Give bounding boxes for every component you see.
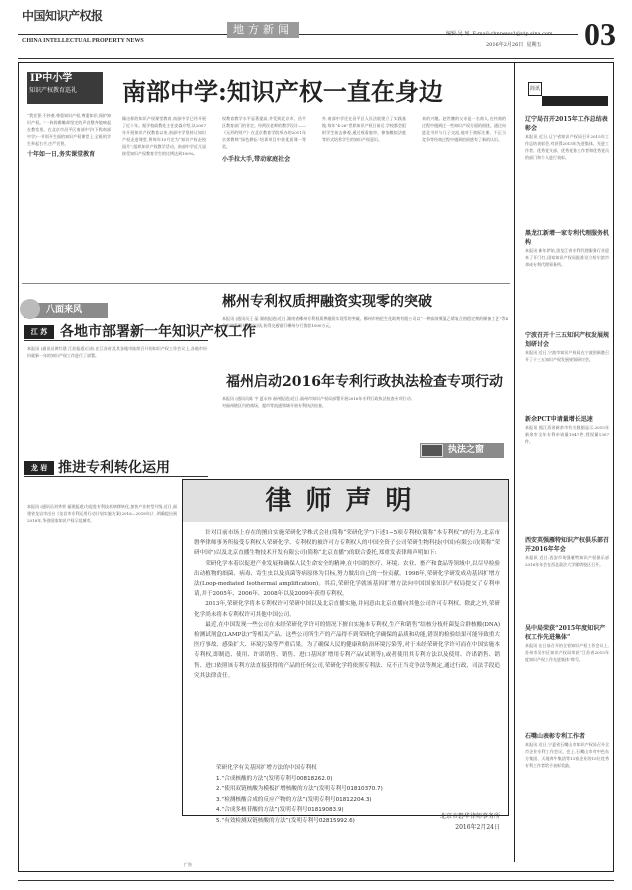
notice-paragraph: 针对目前市场上存在的擅自实施荣研化学株式会社(简称“荣研化学”)下述1−5项专利权(简称“本专利权”)的行为,北京市磐华律师事务所接受专利权人荣研化学、专利权的被许可方专利权人的中国全资子公司荣研生物科技(中国)有限公司(简称“荣研中国”)以及北京直播生物技术开发有限公司(简称“北京直播”)的联合委托,郑重发表律师声明如下: [194,530,500,557]
region-tag-jiangsu: 江 苏 [24,325,54,339]
feature-col-3 [222,115,306,280]
lede-text: “我宣誓:不抄袭,尊重知识产权,尊重知识,保护知识产权。”一阵阵稚嫩却坚定的声音整齐地响起在教室里。在北京市昌平区南部中学(下称南部中学)一节别开生面的知识产权课堂上,全班的学生举起右手,庄严宣誓。 [27,113,111,146]
jiangsu-headline: 各地市部署新一年知识产权工作 [60,324,256,340]
divider [18,34,228,35]
weekday-text: 星期五 [526,42,542,48]
sidebar-news [525,115,609,831]
divider [24,340,208,341]
feature-col-4: 外,南部中学还在昌平区人民法院建立了实践基地,每年“4·26”世界知识产权日前后,学校都会组织学生前去参观,通过观看庭审、参加模拟法庭等形式培养学生的知识产权意识。 [322,116,406,142]
signature-firm: 北京市磐华律师事务所 [439,813,500,820]
region-tag-longyan: 龙 岩 [24,461,54,475]
masthead-subtitle: CHINA INTELLECTUAL PROPERTY NEWS [22,38,144,44]
patent-item: 3.“检测核酸合成的反应产物的方法”(发明专利号01812204.3) [216,796,372,803]
news-text: 本报讯 近日,辽宁省知识产权局召开2015年工作总结表彰会,对获得2015年先进集体、先进工作者、优秀党支部、优秀党务工作者和优秀党员的部门和个人进行表彰。 [525,134,609,160]
divider [18,58,614,59]
feature-logo [27,72,103,104]
date-text: 2016年2月26日 [486,42,524,48]
jiangsu-article: 本报讯 (通讯员黄红建 江苏报道)日前,在江苏省及其各地市陆续召开的知识产权工作会议上,各地市纷纷就新一年的知识产权工作进行了部署。 [27,346,207,358]
news-text: 本报讯 在日前召开的全省知识产权工作会议上,苏州市吴中区知识产权局荣获“江苏省2015年度知识产权工作先进集体”称号。 [525,643,609,662]
notice-title: 律师声明 [183,480,508,522]
news-title: 西安英强雁特知识产权俱乐部召开2016年年会 [525,537,610,553]
news-text: 本报讯 新年伊始,黑龙江省专利代理服务行业迎来了开门红,国家知识产权局批准设立哈尔滨市邦成专利代理事务所。 [525,248,609,267]
sidebar-label-box [528,82,542,96]
signature-date: 2016年2月24日 [455,824,500,831]
feature-subhead: 十年如一日,务实课堂教育 [27,151,96,158]
editor-name: 编辑:吴 珂 [446,31,470,37]
section-tab: 地方新闻 [227,22,299,38]
notice-body [194,528,500,681]
fuzhou-headline: 福州启动2016年专利行政执法检查专项行动 [226,374,503,390]
feature-lede [27,112,111,268]
section-label-text: 八面来风 [46,305,83,315]
issue-date [486,41,541,48]
patent-item: 4.“合成多核苷酸的方法”(发明专利号01819083.9) [216,807,344,813]
ad-label: 广告 [184,862,192,867]
news-text: 本报讯 近日,宁夏省石嘴山市知识产权局召开全市企业专利工作会议。会上,石嘴山市对中色东方集团、天地奔牛集团等13家企业的15位优秀专利工作者给予表彰奖励。 [525,742,609,768]
editor-email: E-mail:chnnews1@vip.sina.com [472,31,553,37]
notice-paragraph: 2013年,荣研化学将本专利权许可荣研中国以及北京直播实施,并同意由北京直播向其他公司许可专利权。除此之外,荣研化学尚未将本专利权许可其他中国公司。 [194,601,500,618]
feature-col-5: 来的兴趣。赵世鹏的父亲是一名商人,在经商的过程中遇到过一些知识产权方面的困扰。通过向进北书并与儿子交流,他对于商标注册、不正当竞争等经商过程中遇到的困惑有了新的认识。 [422,116,506,142]
logo-subtitle: 知识产权教育巡礼 [29,87,78,94]
patent-list-title: 荣研化学有关基因扩增方法的中国专利权 [216,765,317,771]
feature-subhead: 小手拉大手,带动家庭社会 [222,156,291,163]
news-text: 本报讯 近日,宁波市知识产权局在宁波创新港召开了十三五知识产权发展规划研讨会。 [525,350,609,362]
news-title: 新余PCT申请量增长迅速 [525,416,593,423]
divider [18,880,614,881]
patent-item: 5.“有效检测双链核酸的方法”(发明专利号02815992.6) [216,817,355,824]
patent-item: 1.“合成核酸的方法”(发明专利号00818262.0) [216,775,333,782]
news-text: 本报讯 近日,西安市英强雁特知识产权俱乐部2016年年会在西北政法大学雁塔校区召开。 [525,555,609,567]
divider [24,476,208,477]
sidebar-label: 简讯 [529,86,540,92]
sidebar-label-bar [542,96,608,106]
fuzhou-article: 本报讯 (通讯员陈 宇 夏永伟 福州报道)近日,福州市知识产权局部署开展2016年专利行政执法检查专项行动,对福州辖区内的商场、超市等流通领域开展专利执法检查。 [222,396,412,408]
news-text: 本报讯 据江西省新余市有关数据显示,2015年新余市全年专利申请量1947件,授权量1307件。 [525,425,609,444]
divider [22,283,510,284]
patent-item: 2.“使用双链核酸为模板扩增核酸的方法”(发明专利号01810370.7) [216,786,383,792]
law-book-icon [421,444,443,457]
news-title: 辽宁局召开2015年工作总结表彰会 [525,116,608,132]
feature-headline: 南部中学:知识产权一直在身边 [122,77,443,106]
page-number: 03 [584,16,616,52]
news-title: 石嘴山表彰专利工作者 [525,733,586,740]
patent-list [216,763,383,826]
feature-col-2: 像这样的知识产权课堂教育,南部中学已经开展了近十年。据学校政教处主任安淼介绍,从2007年开展知识产权教育以来,南部中学坚持让知识产权走进课堂,将每年10月定为“知识产权走校园月”,组织知识产权教学活动。南部中学近几届接受知识产权教育学生的比例达到100%。 [122,116,206,156]
notice-signature [400,811,500,833]
news-title: 吴中局荣获“2015年度知识产权工作先进集体” [525,625,606,641]
longyan-article: 本报讯 (通讯员刘华荣 福建报道)为促进专利技术转移转化,加快产业转型升级,近日,福建省龙岩市出台《龙岩市专利运用行动计划实施方案(2016—2018年)》,明确提出到2018年,争创国家知识产权示范城市。 [27,504,177,523]
editor-info [446,30,553,37]
chenzhou-article: 本报讯 (通讯员王 晶 湖南报道)近日,湖南省郴州专利权质押融资实现零的突破。郴州市格伦生化助剂有限公司以“一种高效聚氯乙烯复合热稳定剂的制备工艺”等4件有效发明专利权出质,获得交通银行郴州分行贷款1000万元。 [222,316,508,328]
news-title: 黑龙江新增一家专利代理服务机构 [525,230,610,246]
globe-icon [20,299,40,319]
logo-title: IP中小学 [30,73,73,84]
news-title: 宁波召开十三五知识产权发展规划研讨会 [525,332,610,348]
law-window-text: 执法之窗 [448,445,485,455]
longyan-headline: 推进专利转化运用 [58,460,170,476]
notice-paragraph: 荣研化学本着以促进产业发展和确保人民生命安全的精神,在中国的医疗、环境、农业、畜产和食品等领域中,以尽早检验出动植物的细菌、病毒、寄生虫以及真菌等病原体为目标,努力做出自己的一份贡献。1998年,荣研化学研发成功基因扩增方法(Loop-mediated Isothermal amplification)。其后,荣研化学就该基因扩增方法向中国国家知识产权局提交了专利申请,并于2005年、2006年、2008年以及2009年获得专利权。 [194,560,500,598]
col3-text: 权教育教学水平显著提高,并受到北京市、昌平区教育部门的肯定。经两次老师的教学设计——《无形的财产》在北京教育学院举办的2011年京郊教师“绿色耕耘”培训项目中获优质课一等奖。 [222,116,306,149]
column-divider [514,62,515,862]
chenzhou-headline: 郴州专利权质押融资实现零的突破 [222,294,432,310]
notice-paragraph: 最近,在中国发现一些公司在未经荣研化学许可的情况下擅自实施本专利权,生产和销售“结核分枝杆菌复合群核酸(DNA)检测试剂盒(LAMP法)”等相关产品。这些公司所生产的产品得不到荣研化学确保的品质和功能,错误的检验结果可能导致重大医疗事故、感染扩大、环境污染等严重后果。为了确保人民的健康和防治环境污染等,对于未经荣研化学许可而在中国实施本专利权,即制造、使用、许诺销售、销售、进口基因扩增用专利产品(试剂等),或者使用其专利方法以及使用、许诺销售、销售、进口依照该专利方法直接获得的产品的任何公司,荣研化学将依照专利法、反不正当竞争法等规定,通过行政、司法手段追究其法律责任。 [194,621,500,679]
masthead-title: 中国知识产权报 [22,9,103,23]
